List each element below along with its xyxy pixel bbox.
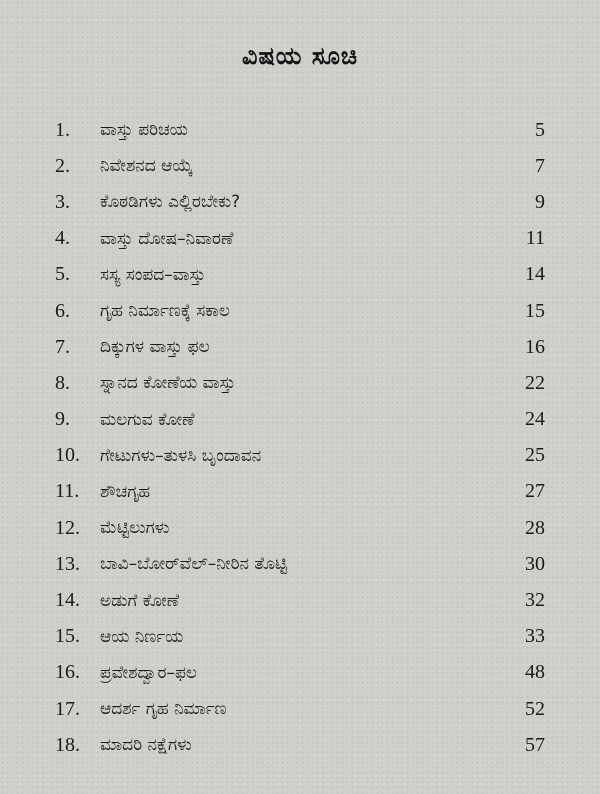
entry-title: ದಿಕ್ಕುಗಳ ವಾಸ್ತು ಫಲ	[100, 337, 210, 358]
toc-entry	[55, 184, 545, 220]
entry-title: ಶೌಚಗೃಹ	[100, 481, 151, 502]
entry-page-number: 9	[535, 190, 545, 213]
entry-number: 11.	[55, 480, 80, 503]
entry-page-number: 30	[525, 552, 545, 575]
entry-page-number: 5	[535, 118, 545, 141]
entry-page-number: 15	[525, 299, 545, 322]
entry-page-number: 52	[525, 697, 545, 720]
entry-page-number: 32	[525, 589, 545, 612]
entry-title: ಗೇಟುಗಳು–ತುಳಸಿ ಬೃಂದಾವನ	[100, 445, 262, 466]
entry-page-number: 11	[525, 227, 545, 250]
entry-title: ಅಡುಗೆ ಕೋಣೆ	[100, 590, 180, 611]
entry-title: ವಾಸ್ತು ಪರಿಚಯ	[100, 120, 188, 141]
toc-entry	[55, 510, 545, 546]
entry-title: ಆಯ ನಿರ್ಣಯ	[100, 626, 184, 647]
entry-title: ಬಾವಿ–ಬೋರ್‌ವೆಲ್–ನೀರಿನ ತೊಟ್ಟಿ	[100, 554, 288, 575]
entry-title: ಗೃಹ ನಿರ್ಮಾಣಕ್ಕೆ ಸಕಾಲ	[100, 301, 230, 322]
entry-number: 6.	[55, 299, 70, 322]
entry-page-number: 16	[525, 335, 545, 358]
entry-number: 1.	[55, 118, 70, 141]
entry-title: ಆದರ್ಶ ಗೃಹ ನಿರ್ಮಾಣ	[100, 699, 227, 720]
entry-number: 3.	[55, 190, 70, 213]
entry-title: ಪ್ರವೇಶದ್ವಾರ–ಫಲ	[100, 662, 197, 683]
entry-number: 12.	[55, 516, 80, 539]
entry-number: 13.	[55, 552, 80, 575]
page-title: ವಿಷಯ ಸೂಚಿ	[241, 42, 359, 70]
entry-title: ಮಾದರಿ ನಕ್ಷೆಗಳು	[100, 735, 192, 756]
entry-number: 10.	[55, 444, 80, 467]
toc-entry	[55, 691, 545, 727]
entry-number: 17.	[55, 697, 80, 720]
table-of-contents	[55, 112, 545, 763]
entry-page-number: 7	[535, 154, 545, 177]
entry-title: ಮೆಟ್ಟಿಲುಗಳು	[100, 518, 170, 539]
entry-number: 7.	[55, 335, 70, 358]
entry-number: 18.	[55, 733, 80, 756]
toc-entry	[55, 148, 545, 184]
entry-page-number: 25	[525, 444, 545, 467]
entry-number: 8.	[55, 371, 70, 394]
toc-entry	[55, 112, 545, 148]
entry-number: 2.	[55, 154, 70, 177]
toc-entry	[55, 402, 545, 438]
toc-entry	[55, 619, 545, 655]
toc-entry	[55, 221, 545, 257]
toc-entry	[55, 293, 545, 329]
toc-entry	[55, 655, 545, 691]
entry-page-number: 22	[525, 371, 545, 394]
entry-page-number: 14	[525, 263, 545, 286]
entry-title: ಸಸ್ಯ ಸಂಪದ–ವಾಸ್ತು	[100, 264, 206, 285]
entry-title: ವಾಸ್ತು ದೋಷ–ನಿವಾರಣೆ	[100, 228, 234, 249]
toc-entry	[55, 727, 545, 763]
entry-page-number: 57	[525, 733, 545, 756]
entry-page-number: 24	[525, 408, 545, 431]
toc-entry	[55, 438, 545, 474]
entry-page-number: 28	[525, 516, 545, 539]
entry-number: 9.	[55, 408, 70, 431]
entry-number: 4.	[55, 227, 70, 250]
entry-page-number: 27	[525, 480, 545, 503]
entry-title: ಮಲಗುವ ಕೋಣೆ	[100, 409, 195, 430]
toc-entry	[55, 257, 545, 293]
entry-page-number: 48	[525, 661, 545, 684]
entry-number: 16.	[55, 661, 80, 684]
entry-number: 5.	[55, 263, 70, 286]
toc-entry	[55, 365, 545, 401]
entry-number: 14.	[55, 589, 80, 612]
toc-entry	[55, 474, 545, 510]
entry-page-number: 33	[525, 625, 545, 648]
entry-number: 15.	[55, 625, 80, 648]
entry-title: ಸ್ನಾನದ ಕೋಣೆಯ ವಾಸ್ತು	[100, 373, 236, 394]
toc-entry	[55, 582, 545, 618]
toc-entry	[55, 546, 545, 582]
entry-title: ಕೊಠಡಿಗಳು ಎಲ್ಲಿರಬೇಕು?	[100, 192, 241, 213]
toc-entry	[55, 329, 545, 365]
entry-title: ನಿವೇಶನದ ಆಯ್ಕೆ	[100, 156, 193, 177]
